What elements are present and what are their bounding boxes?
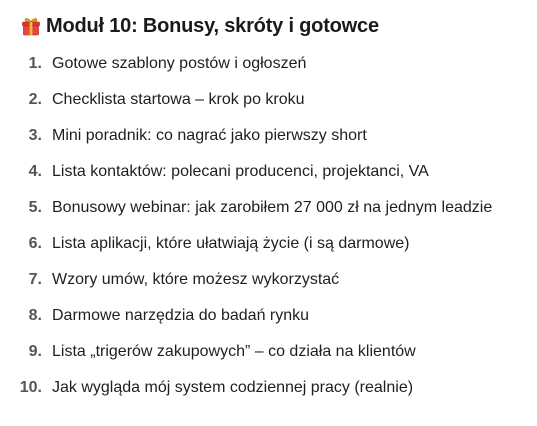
list-item (0, 118, 537, 154)
bonus-list (0, 46, 537, 406)
list-item (0, 226, 537, 262)
list-item-text: Jak wygląda mój system codziennej pracy (realnie) (52, 379, 414, 396)
list-item-number: 8. (28, 307, 42, 324)
list-item (0, 298, 537, 334)
list-item (0, 370, 537, 406)
list-item-text: Lista aplikacji, które ułatwiają życie (i są darmowe) (52, 235, 410, 252)
list-item-text: Mini poradnik: co nagrać jako pierwszy short (52, 127, 367, 144)
list-item (0, 190, 537, 226)
list-item-number: 10. (19, 379, 42, 396)
list-item-number: 4. (28, 163, 42, 180)
list-item-number: 2. (28, 91, 42, 108)
list-item-number: 6. (28, 235, 42, 252)
list-item-number: 5. (28, 199, 42, 216)
list-item (0, 154, 537, 190)
list-item (0, 262, 537, 298)
list-item-text: Bonusowy webinar: jak zarobiłem 27 000 zł na jednym leadzie (52, 199, 493, 216)
list-item-number: 9. (28, 343, 42, 360)
list-item-text: Checklista startowa – krok po kroku (52, 91, 305, 108)
list-item-number: 3. (28, 127, 42, 144)
module-heading (20, 12, 379, 40)
list-item-number: 1. (28, 55, 42, 72)
list-item (0, 46, 537, 82)
list-item-text: Lista „trigerów zakupowych” – co działa na klientów (52, 343, 416, 360)
list-item (0, 334, 537, 370)
list-item-number: 7. (28, 271, 42, 288)
list-item-text: Gotowe szablony postów i ogłoszeń (52, 55, 307, 72)
list-item (0, 82, 537, 118)
gift-icon (20, 15, 42, 37)
list-item-text: Darmowe narzędzia do badań rynku (52, 307, 310, 324)
page-title: Moduł 10: Bonusy, skróty i gotowce (46, 14, 379, 37)
list-item-text: Wzory umów, które możesz wykorzystać (52, 271, 340, 288)
list-item-text: Lista kontaktów: polecani producenci, projektanci, VA (52, 163, 429, 180)
